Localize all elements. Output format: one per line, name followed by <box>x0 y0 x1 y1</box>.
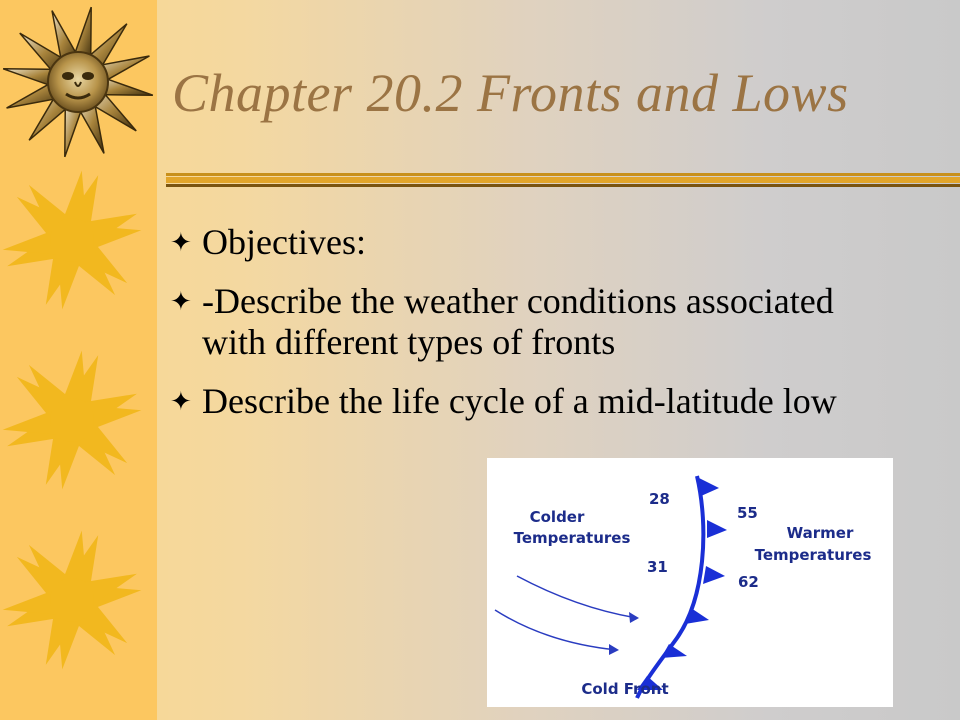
warmer-label: Warmer <box>786 524 854 542</box>
front-triangle <box>661 644 687 658</box>
figure-caption: Cold Front <box>581 680 669 698</box>
sun-icon <box>3 171 142 310</box>
sun-core <box>50 578 94 622</box>
cold-front-line <box>637 476 703 698</box>
temperature-value: 28 <box>649 490 670 508</box>
front-triangle <box>707 520 727 538</box>
decorative-sidebar <box>0 0 157 720</box>
cold-front-diagram <box>487 458 893 707</box>
bullet-text: Objectives: <box>202 222 366 262</box>
sun-face-icon <box>3 7 153 157</box>
front-triangles <box>637 478 727 690</box>
star-bullet-icon: ✦ <box>170 228 192 257</box>
colder-label: Temperatures <box>513 529 631 547</box>
star-bullet-icon: ✦ <box>170 387 192 416</box>
warmer-label: Temperatures <box>754 546 872 564</box>
title-divider <box>166 170 960 192</box>
temperature-value: 55 <box>737 504 758 522</box>
star-bullet-icon: ✦ <box>170 287 192 316</box>
sun-core <box>50 398 94 442</box>
arrowhead-icon <box>629 612 639 623</box>
sun-icon <box>3 531 142 670</box>
colder-label: Colder <box>529 508 585 526</box>
bullet-text: -Describe the weather conditions associated with different types of fronts <box>202 281 834 362</box>
temperature-value: 31 <box>647 558 668 576</box>
bullet-text: Describe the life cycle of a mid-latitude low <box>202 381 837 421</box>
airflow-arrow <box>517 576 637 618</box>
front-triangle <box>699 478 719 496</box>
objectives-list <box>170 222 890 440</box>
bullet-life-cycle <box>170 381 890 422</box>
bullet-describe-weather <box>170 281 890 363</box>
slide-title: Chapter 20.2 Fronts and Lows <box>172 63 849 123</box>
sun-core <box>50 218 94 262</box>
bullet-objectives <box>170 222 890 263</box>
sun-icon <box>3 351 142 490</box>
airflow-arrow <box>495 610 617 650</box>
front-triangle <box>685 608 709 624</box>
temperature-value: 62 <box>738 573 759 591</box>
arrowhead-icon <box>609 644 619 655</box>
front-triangle <box>703 566 725 584</box>
